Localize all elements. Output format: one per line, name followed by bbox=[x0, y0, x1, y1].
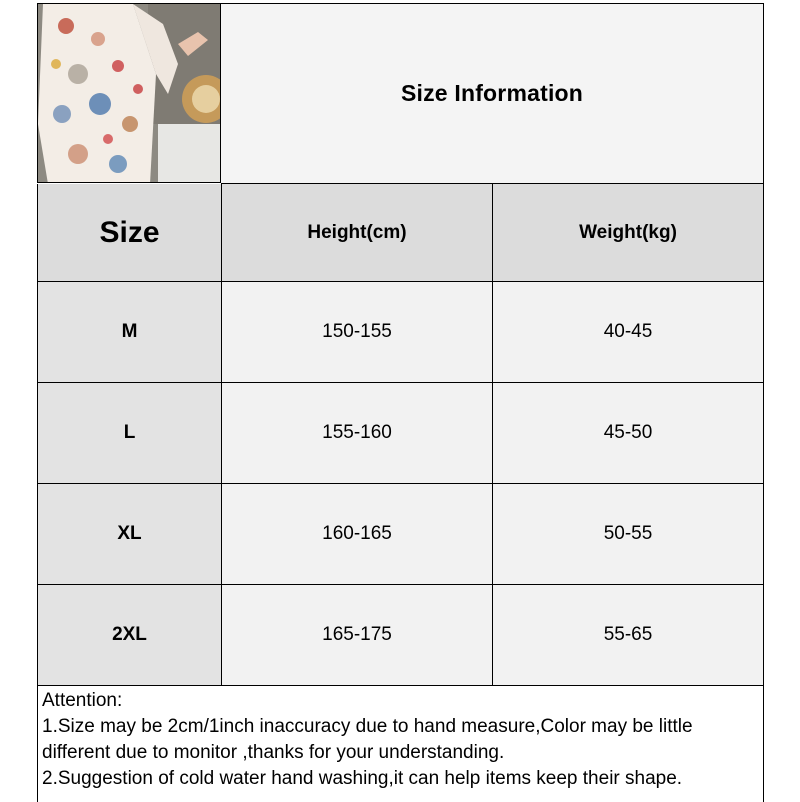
attention-heading: Attention: bbox=[42, 690, 123, 711]
table-row-weight bbox=[493, 585, 764, 686]
height-value: 150-155 bbox=[322, 321, 392, 342]
attention-notes bbox=[37, 686, 764, 802]
size-value: L bbox=[123, 422, 136, 443]
product-photo-image bbox=[38, 4, 221, 183]
page-title bbox=[221, 3, 764, 184]
table-row-weight bbox=[493, 383, 764, 484]
table-row-height bbox=[222, 383, 493, 484]
note-line: 2.Suggestion of cold water hand washing,it can help items keep their shape. bbox=[42, 768, 683, 789]
weight-header-label: Weight(kg) bbox=[579, 221, 677, 243]
size-value: XL bbox=[117, 523, 142, 544]
table-row-height bbox=[222, 282, 493, 383]
size-value: M bbox=[121, 321, 138, 342]
table-row-size bbox=[37, 484, 222, 585]
product-photo bbox=[37, 3, 221, 183]
height-value: 165-175 bbox=[322, 624, 392, 645]
height-header-label: Height(cm) bbox=[307, 221, 407, 243]
note-line: different due to monitor ,thanks for your understanding. bbox=[42, 742, 505, 763]
table-row-height bbox=[222, 484, 493, 585]
weight-value: 45-50 bbox=[603, 422, 653, 443]
size-value: 2XL bbox=[112, 624, 147, 645]
table-row-height bbox=[222, 585, 493, 686]
page-title-text: Size Information bbox=[400, 80, 584, 106]
weight-value: 50-55 bbox=[603, 523, 653, 544]
height-value: 155-160 bbox=[322, 422, 392, 443]
size-header-label: Size bbox=[99, 215, 160, 249]
table-row-size bbox=[37, 282, 222, 383]
size-column-header bbox=[37, 184, 222, 282]
height-value: 160-165 bbox=[322, 523, 392, 544]
weight-column-header bbox=[493, 184, 764, 282]
weight-value: 55-65 bbox=[603, 624, 653, 645]
table-row-size bbox=[37, 585, 222, 686]
height-column-header bbox=[222, 184, 493, 282]
table-row-size bbox=[37, 383, 222, 484]
table-row-weight bbox=[493, 484, 764, 585]
weight-value: 40-45 bbox=[603, 321, 653, 342]
table-row-weight bbox=[493, 282, 764, 383]
note-line: 1.Size may be 2cm/1inch inaccuracy due to hand measure,Color may be little bbox=[42, 716, 693, 737]
